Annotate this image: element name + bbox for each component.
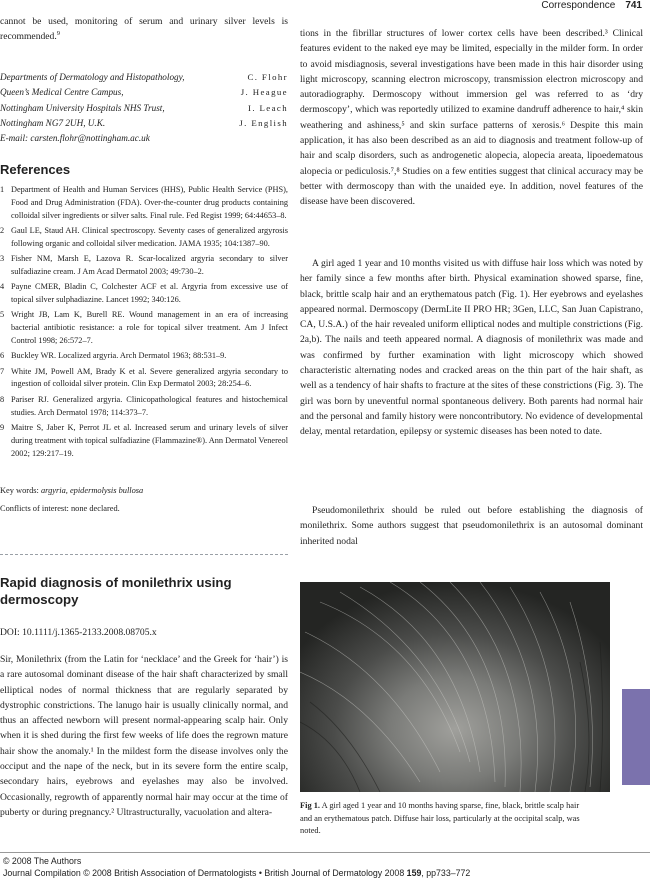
author-name: C. Flohr (247, 72, 288, 82)
right-column-paragraph: tions in the fibrillar structures of lower cortex cells have been described.³ Clinical features evident to the naked eye may be limited, especially in the milder form. In order to avoid misdiagnosis, several investigations have been made in this hair disorder using light microscopy, scanning electron microscopy, transmission electron microscopy and autoradiography. Dermoscopy without immersion gel was referred to as ‘dry dermoscopy’, which was reportedly utilized to examine dandruff adherence to hair,⁴ skin weathering and ashiness,⁵ and skin surface patterns of xerosis.⁶ Despite this main application, it has also been described as an aid to diagnosis and treatment follow-up of hair and scalp disorders, such as androgenetic alopecia, alopecia areata, lipoedematous alopecia or pediculosis.⁷,⁸ Studies on a few entities suggest that clinical accuracy may be better with dermoscopy than with the unaided eye. In addition, novel features of the disease have been discovered. (300, 28, 643, 208)
case-report-paragraph: A girl aged 1 year and 10 months visited us with diffuse hair loss which was noted by her family since a few months after birth. Physical examination showed sparse, fine, black, brittle scalp hair and an erythematous patch (Fig. 1). Her eyebrows and eyelashes appeared normal. Dermoscopy (DermLite II PRO HR; 3Gen, LLC, San Juan Capistrano, CA, U.S.A.) of the hair revealed uniform elliptical nodes and multiple constrictions (Fig. 2a,b). The nails and teeth appeared normal. A diagnosis of monilethrix was made and was confirmed by further examination with light microscopy which showed characteristic alternating nodes and cracked areas on the thin part of the hair shaft, as well as a tendency of hair shafts to fracture at the sites of these constrictions (Fig. 3). The girl was born by uneventful normal spontaneous delivery. Both parents had normal hair and the personal and family history were noncontributory. No evidence of developmental delay, mental retardation, epilepsy or systemic diseases has been noted to date. (300, 258, 643, 438)
hair-texture-graphic (300, 582, 610, 792)
section-thumb-tab (622, 689, 650, 785)
reference-item: 4 Payne CMER, Bladin C, Colchester ACF et al. Argyria from excessive use of topical silver sulphadiazine. Lancet 1992; 340:126. (0, 282, 288, 305)
article-title: Rapid diagnosis of monilethrix using dermoscopy (0, 575, 232, 607)
discussion-paragraph: Pseudomonilethrix should be ruled out before establishing the diagnosis of monilethrix. Some authors suggest that pseudomonilethrix is an autosomal dominant inherited nodal (300, 505, 643, 547)
reference-list (0, 184, 288, 463)
article-doi: DOI: 10.1111/j.1365-2133.2008.08705.x (0, 627, 157, 638)
section-divider (0, 554, 288, 555)
author-name: I. Leach (247, 102, 288, 113)
keywords: Key words: argyria, epidermolysis bullosa (0, 486, 144, 495)
author-name: J. English (239, 117, 288, 128)
footer-copyright: © 2008 The Authors (3, 856, 82, 866)
email-address: E-mail: carsten.flohr@nottingham.ac.uk (0, 133, 150, 144)
affiliation-line: Nottingham University Hospitals NHS Trust, I. Leach (0, 101, 288, 116)
running-head-title: Correspondence (541, 0, 616, 11)
reference-item: 5 Wright JB, Lam K, Burell RE. Wound management in an era of increasing bacterial antibiotic resistance: a role for topical silver treatment. Am J Infect Control 1998; 26:572–7. (0, 310, 288, 346)
page-number: 741 (625, 0, 642, 11)
reference-item: 1 Department of Health and Human Services (HHS), Public Health Service (PHS), Food and Drug Administration (FDA). Over-the-counter drug products containing colloidal silver ingredients or silver salts. Final rule. Fed Regist 1999; 64:44653–8. (0, 185, 288, 220)
reference-item: 2 Gaul LE, Staud AH. Clinical spectroscopy. Seventy cases of generalized argyrosis following organic and colloidal silver medication. JAMA 1935; 104:1387–90. (0, 226, 288, 248)
citation-superscript: 9 (56, 30, 60, 38)
article-body-paragraph: Sir, Monilethrix (from the Latin for ‘necklace’ and the Greek for ‘hair’) is a rare autosomal dominant disease of the hair shaft characterized by small elliptical nodes of normal thickness that are regularly separated by dystrophic constrictions. The lanugo hair is usually clinically normal, and thus an affected newborn will present normal-appearing scalp hair. Only when it is shed during the first few weeks of life does the regrown mature hair show the anomaly.¹ In the mildest form the disease involves only the occiput and the nape of the neck, but in its severe form the entire scalp, secondary hairs, eyebrows and eyelashes may also be involved. Occasionally, regrowth of apparently normal hair may occur at the time of puberty or during pregnancy.² Ultrastructurally, vacuolation and altera- (0, 654, 288, 818)
reference-item: 9 Maitre S, Jaber K, Perrot JL et al. Increased serum and urinary levels of silver during treatment with topical sulfadiazine (Flammazine®). Ann Dermatol Venereol 2002; 129:217–19. (0, 422, 288, 458)
reference-item: 8 Pariser RJ. Generalized argyria. Clinicopathological features and histochemical studies. Arch Dermatol 1978; 114:373–7. (0, 394, 288, 417)
conflicts-of-interest: Conflicts of interest: none declared. (0, 504, 120, 513)
affiliation-line: Nottingham NG7 2UH, U.K. J. English (0, 116, 288, 131)
reference-item: 7 White JM, Powell AM, Brady K et al. Severe generalized argyria secondary to ingestion of colloidal silver protein. Clin Exp Dermatol 2003; 28:254–6. (0, 366, 288, 389)
figure-caption: Fig 1. A girl aged 1 year and 10 months having sparse, fine, black, brittle scalp hair and an erythematous patch. Diffuse hair loss, particularly at the occipital scalp, was noted. (300, 801, 580, 836)
reference-item: 3 Fisher NM, Marsh E, Lazova R. Scar-localized argyria secondary to silver sulfadiazine cream. J Am Acad Dermatol 2003; 49:730–2. (0, 254, 288, 277)
footer-journal: Journal Compilation © 2008 British Association of Dermatologists • British Journal of Dermatology 2008 159, pp733–772 (3, 868, 471, 878)
footer-rule (0, 852, 650, 853)
scalp-photograph (300, 582, 610, 792)
left-intro-paragraph: cannot be used, monitoring of serum and urinary silver levels is recommended.$^9$ (0, 16, 288, 43)
affiliation-block (0, 70, 288, 146)
references-heading: References (0, 162, 71, 177)
reference-item: 6 Buckley WR. Localized argyria. Arch Dermatol 1963; 88:531–9. (0, 351, 227, 361)
affiliation-line: Departments of Dermatology and Histopathology, C. Flohr (0, 70, 288, 85)
author-name: J. Heague (240, 87, 288, 98)
running-head (541, 0, 642, 12)
figure-label: Fig 1. (300, 801, 321, 810)
affiliation-line: Queen’s Medical Centre Campus, J. Heague (0, 85, 288, 100)
